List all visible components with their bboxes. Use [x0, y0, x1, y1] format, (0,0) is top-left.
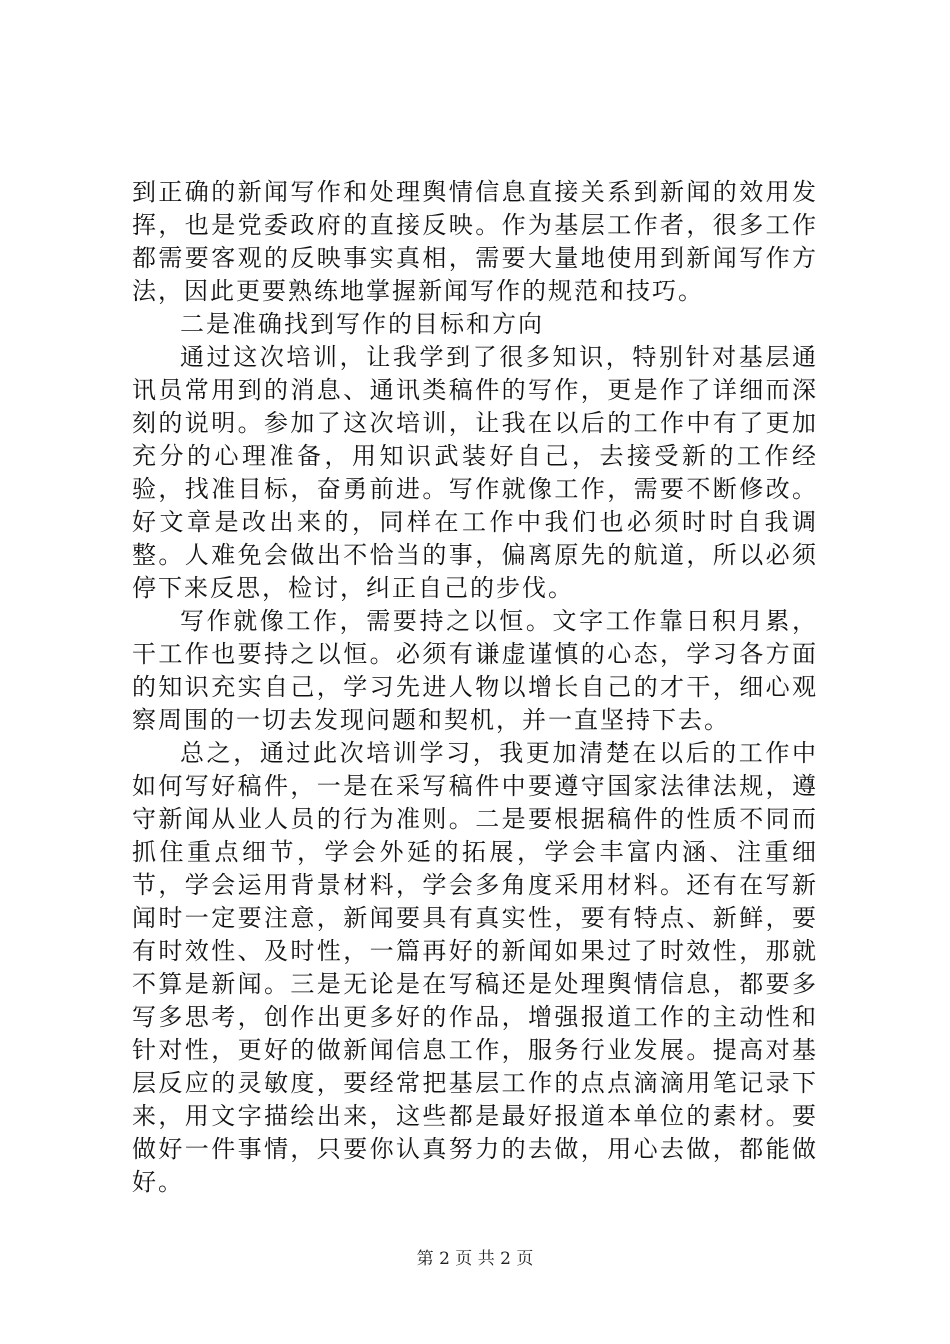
paragraph-3: 通过这次培训，让我学到了很多知识，特别针对基层通讯员常用到的消息、通讯类稿件的写作，更是作了详细而深刻的说明。参加了这次培训，让我在以后的工作中有了更加充分的心理准备，用知识武装好自己，去接受新的工作经验，找准目标，奋勇前进。写作就像工作，需要不断修改。好文章是改出来的，同样在工作中我们也必须时时自我调整。人难免会做出不恰当的事，偏离原先的航道，所以必须停下来反思，检讨，纠正自己的步伐。 — [132, 343, 818, 602]
document-body — [132, 176, 818, 1199]
paragraph-2-heading: 二是准确找到写作的目标和方向 — [180, 310, 544, 338]
paragraph-1: 到正确的新闻写作和处理舆情信息直接关系到新闻的效用发挥，也是党委政府的直接反映。作为基层工作者，很多工作都需要客观的反映事实真相，需要大量地使用到新闻写作方法，因此更要熟练地掌握新闻写作的规范和技巧。 — [132, 178, 818, 305]
paragraph-4: 写作就像工作，需要持之以恒。文字工作靠日积月累，干工作也要持之以恒。必须有谦虚谨慎的心态，学习各方面的知识充实自己，学习先进人物以增长自己的才干，细心观察周围的一切去发现问题和契机，并一直坚持下去。 — [132, 607, 818, 734]
paragraph-5: 总之，通过此次培训学习，我更加清楚在以后的工作中如何写好稿件，一是在采写稿件中要遵守国家法律法规，遵守新闻从业人员的行为准则。二是要根据稿件的性质不同而抓住重点细节，学会外延的拓展，学会丰富内涵、注重细节，学会运用背景材料，学会多角度采用材料。还有在写新闻时一定要注意，新闻要具有真实性，要有特点、新鲜，要有时效性、及时性，一篇再好的新闻如果过了时效性，那就不算是新闻。三是无论是在写稿还是处理舆情信息，都要多写多思考，创作出更多好的作品，增强报道工作的主动性和针对性，更好的做新闻信息工作，服务行业发展。提高对基层反应的灵敏度，要经常把基层工作的点点滴滴用笔记录下来，用文字描绘出来，这些都是最好报道本单位的素材。要做好一件事情，只要你认真努力的去做，用心去做，都能做好。 — [132, 739, 818, 1196]
page-footer: 第 2 页 共 2 页 — [416, 1249, 534, 1269]
